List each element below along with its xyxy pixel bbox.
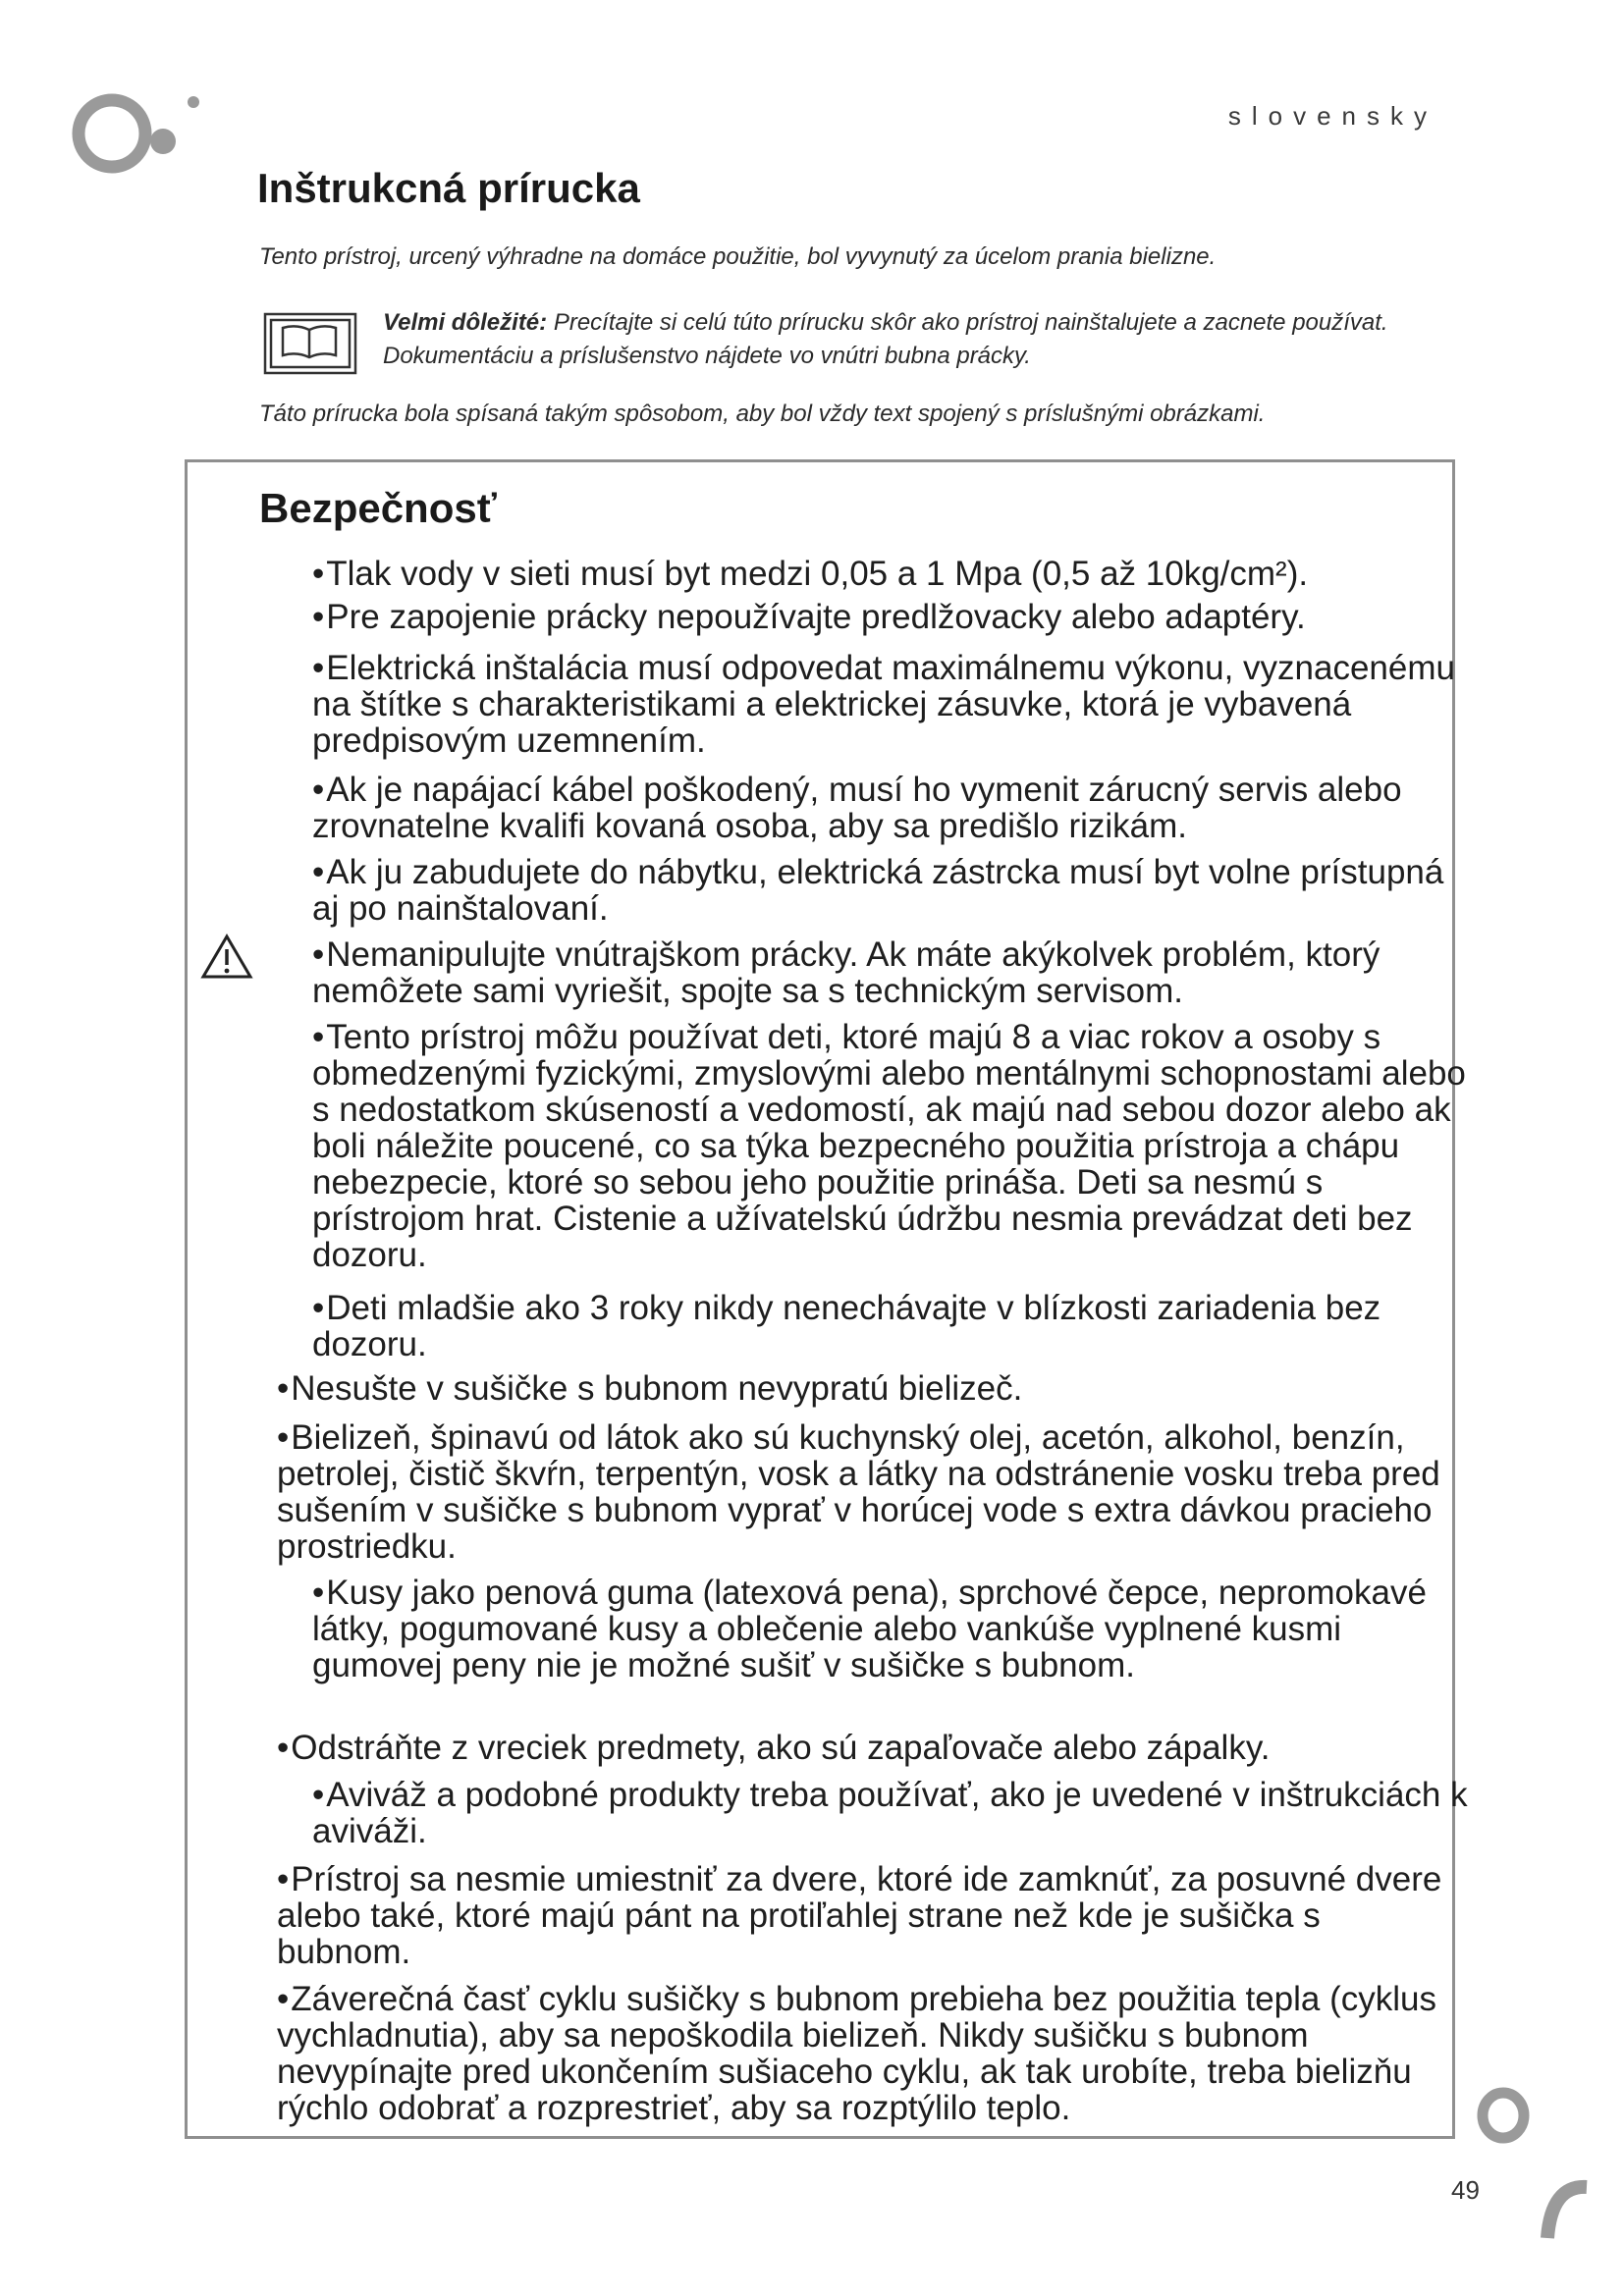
list-item: •Pre zapojenie prácky nepoužívajte predlžovacky alebo adaptéry.: [312, 598, 1306, 636]
important-text: Precítajte si celú túto prírucku skôr ako prístroj nainštalujete a zacnete používat. Dokumentáciu a príslušenstvo nájdete vo vnútri bubna prácky.: [383, 309, 1388, 369]
list-item: •Nemanipulujte vnútrajškom prácky. Ak máte akýkolvek problém, ktorý nemôžete sami vyriešit, spojte sa s technickým servisom.: [312, 935, 1380, 1010]
book-icon: [263, 312, 357, 375]
decorative-ring-icon: [1475, 2085, 1532, 2146]
warning-triangle-icon: [200, 933, 253, 980]
list-item: •Ak ju zabudujete do nábytku, elektrická zástrcka musí byt volne prístupná aj po nainštalovaní.: [312, 853, 1444, 928]
list-item: •Nesušte v sušičke s bubnom nevypratú bielizeč.: [277, 1369, 1023, 1408]
decorative-arc-icon: [1522, 2169, 1600, 2248]
list-item: •Odstráňte z vreciek predmety, ako sú zapaľovače alebo zápalky.: [277, 1729, 1271, 1767]
list-item: •Tento prístroj môžu používat deti, ktoré majú 8 a viac rokov a osoby s obmedzenými fyzickými, zmyslovými alebo mentálnymi schopnostami alebo s nedostatkom skúseností a vedomostí, ak majú nad sebou dozor alebo ak boli náležite poucené, co sa týka bezpecného použitia prístroja a chápu nebezpecie, ktoré so sebou jeho použitie prináša. Deti sa nesmú s prístrojom hrat. Cistenie a užívatelskú údržbu nesmia prevádzat deti bez dozoru.: [312, 1018, 1466, 1274]
list-item: •Bielizeň, špinavú od látok ako sú kuchynský olej, acetón, alkohol, benzín, petrolej, čistič škvŕn, terpentýn, vosk a látky na odstránenie vosku treba pred sušením v sušičke s bubnom vyprať v horúcej vode s extra dávkou pracieho prostriedku.: [277, 1418, 1440, 1566]
list-item: •Deti mladšie ako 3 roky nikdy nenechávajte v blízkosti zariadenia bez dozoru.: [312, 1289, 1381, 1363]
page-title: Inštrukcná prírucka: [257, 165, 640, 211]
list-item: •Prístroj sa nesmie umiestniť za dvere, ktoré ide zamknúť, za posuvné dvere alebo také, ktoré majú pánt na protiľahlej strane než kde je sušička s bubnom.: [277, 1860, 1442, 1971]
list-item: •Kusy jako penová guma (latexová pena), sprchové čepce, nepromokavé látky, pogumované kusy a oblečenie alebo vankúše vyplnené kusmi gumovej peny nie je možné sušiť v sušičke s bubnom.: [312, 1574, 1427, 1684]
list-item: •Aviváž a podobné produkty treba používať, ako je uvedené v inštrukciách k aviváži.: [312, 1776, 1468, 1850]
list-item: •Ak je napájací kábel poškodený, musí ho vymenit zárucný servis alebo zrovnatelne kvalifi kovaná osoba, aby sa predišlo rizikám.: [312, 771, 1402, 845]
safety-title: Bezpečnosť: [259, 485, 497, 531]
list-item: •Elektrická inštalácia musí odpovedat maximálnemu výkonu, vyznacenému na štítke s charakteristikami a elektrickej zásuvke, ktorá je vybavená predpisovým uzemnením.: [312, 649, 1455, 760]
list-item: •Tlak vody v sieti musí byt medzi 0,05 a 1 Mpa (0,5 až 10kg/cm²).: [312, 555, 1309, 593]
list-item: •Záverečná časť cyklu sušičky s bubnom prebieha bez použitia tepla (cyklus vychladnutia), aby sa nepoškodila bielizeň. Nikdy sušičku s bubnom nevypínajte pred ukončením sušiaceho cyklu, ak tak urobíte, treba bielizňu rýchlo odobrať a rozprestrieť, aby sa rozptýlilo teplo.: [277, 1980, 1437, 2127]
note-text: Táto prírucka bola spísaná takým spôsobom, aby bol vždy text spojený s príslušnými obrázkami.: [259, 400, 1266, 427]
important-label: Velmi dôležité:: [383, 309, 548, 336]
intro-text: Tento prístroj, urcený výhradne na domáce použitie, bol vyvynutý za úcelom prania bielizne.: [259, 243, 1217, 270]
page-number: 49: [1451, 2175, 1480, 2205]
brand-circles-logo: [61, 90, 208, 188]
language-label: slovensky: [1227, 101, 1437, 131]
important-notice: [383, 306, 1414, 373]
